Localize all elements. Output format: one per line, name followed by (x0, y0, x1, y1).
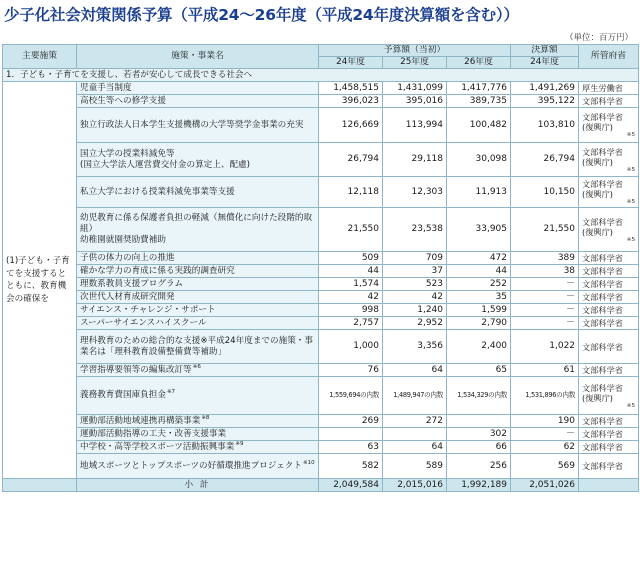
amount-s24: － (511, 428, 579, 441)
ministry-name: 文部科学省 (582, 146, 623, 157)
amount-b24: 12,118 (319, 177, 383, 208)
ministry-cell (579, 441, 639, 454)
ministry-cell (579, 278, 639, 291)
table-row (3, 82, 639, 95)
measure-cell (77, 441, 319, 454)
amount-s24: － (511, 304, 579, 317)
table-row (3, 143, 639, 177)
ministry-cell (579, 317, 639, 330)
amount-b26: 11,913 (447, 177, 511, 208)
measure-cell (77, 265, 319, 278)
ministry-cell (579, 291, 639, 304)
amount-b24: 1,458,515 (319, 82, 383, 95)
amount-b24: 63 (319, 441, 383, 454)
measure-name: 理科教育のための総合的な支援※平成24年度までの施策・事業名は「理科教育設備整備費等補助」 (80, 335, 313, 357)
amount-b25: 42 (383, 291, 447, 304)
amount-b24: 998 (319, 304, 383, 317)
measure-name: 学習指導要領等の編集改訂等 (80, 364, 192, 375)
ministry-footnote: ※5 (626, 236, 636, 243)
header-policy: 主要施策 (3, 45, 77, 69)
amount-s24: － (511, 278, 579, 291)
ministry-name: 文部科学省 (582, 365, 623, 375)
amount-b25: 3,356 (383, 330, 447, 364)
amount-s24: 1,491,269 (511, 82, 579, 95)
amount-b25: 37 (383, 265, 447, 278)
amount-b24: 1,559,694の内数 (319, 377, 383, 415)
ministry-name: 文部科学省 (582, 429, 623, 439)
ministry-cell (579, 377, 639, 415)
ministry-name: 文部科学省 (582, 266, 623, 276)
subtotal-s24: 2,051,026 (511, 479, 579, 492)
ministry-cell (579, 454, 639, 479)
footnote-marker: ※7 (166, 389, 176, 396)
amount-b24: 76 (319, 364, 383, 377)
ministry-cell (579, 177, 639, 208)
ministry-cell (579, 415, 639, 428)
footnote-marker: ※6 (192, 363, 201, 370)
amount-b25: 1,431,099 (383, 82, 447, 95)
amount-b24: 1,574 (319, 278, 383, 291)
amount-s24: － (511, 291, 579, 304)
ministry-name: 文部科学省 (582, 305, 623, 315)
footnote-marker: ※8 (201, 414, 210, 421)
header-settlement-24: 24年度 (511, 57, 579, 69)
amount-s24: 21,550 (511, 208, 579, 252)
amount-b26: 30,098 (447, 143, 511, 177)
amount-b26: 2,790 (447, 317, 511, 330)
measure-cell (77, 428, 319, 441)
measure-name: 運動部活動地域連携再構築事業 (80, 415, 201, 426)
measure-cell (77, 208, 319, 252)
amount-b24: 42 (319, 291, 383, 304)
ministry-name: (復興庁) (582, 226, 613, 237)
measure-cell (77, 95, 319, 108)
measure-name: サイエンス・チャレンジ・サポート (80, 304, 216, 315)
unit-label: （単位：百万円） (564, 33, 633, 43)
header-budget-24: 24年度 (319, 57, 383, 69)
section-title: 1．子ども・子育てを支援し、若者が安心して成長できる社会へ (3, 69, 639, 82)
measure-cell (77, 364, 319, 377)
subtotal-b26: 1,992,189 (447, 479, 511, 492)
measure-name: 幼児教育に係る保護者負担の軽減（無償化に向けた段階的取組） 幼稚園就園奨励費補助 (80, 213, 313, 245)
ministry-name: (復興庁) (582, 156, 613, 167)
amount-b26: 472 (447, 252, 511, 265)
ministry-name: (復興庁) (582, 122, 613, 132)
table-row (3, 304, 639, 317)
table-row (3, 208, 639, 252)
measure-cell (77, 304, 319, 317)
measure-name: 児童手当制度 (80, 82, 132, 93)
amount-s24: 62 (511, 441, 579, 454)
table-row (3, 108, 639, 143)
ministry-name: 文部科学省 (582, 341, 623, 352)
header-ministry: 所管府省 (579, 45, 639, 69)
section-row (3, 69, 639, 82)
ministry-cell (579, 304, 639, 317)
amount-b26: 35 (447, 291, 511, 304)
amount-b24: 396,023 (319, 95, 383, 108)
amount-b24: 1,000 (319, 330, 383, 364)
table-row (3, 177, 639, 208)
header-measure: 施策・事業名 (77, 45, 319, 69)
amount-b24: 269 (319, 415, 383, 428)
ministry-footnote: ※5 (626, 199, 636, 205)
measure-cell (77, 278, 319, 291)
ministry-footnote: ※5 (626, 402, 636, 409)
amount-b25 (383, 428, 447, 441)
amount-s24: 1,022 (511, 330, 579, 364)
amount-b26: 389,735 (447, 95, 511, 108)
amount-s24: 26,794 (511, 143, 579, 177)
ministry-name: 文部科学省 (582, 442, 623, 452)
measure-cell (77, 330, 319, 364)
amount-s24: 10,150 (511, 177, 579, 208)
subtotal-ministry-blank (579, 479, 639, 492)
measure-cell (77, 143, 319, 177)
measure-name: 運動部活動指導の工夫・改善支援事業 (80, 428, 227, 439)
table-row (3, 265, 639, 278)
amount-b24: 21,550 (319, 208, 383, 252)
table-row (3, 377, 639, 415)
amount-s24: 395,122 (511, 95, 579, 108)
measure-cell (77, 252, 319, 265)
amount-b26: 100,482 (447, 108, 511, 143)
amount-b26: 302 (447, 428, 511, 441)
ministry-name: 文部科学省 (582, 318, 623, 328)
amount-s24: 190 (511, 415, 579, 428)
table-row (3, 454, 639, 479)
amount-b26: 44 (447, 265, 511, 278)
table-row (3, 252, 639, 265)
header-budget-26: 26年度 (447, 57, 511, 69)
subtotal-row (3, 479, 639, 492)
measure-name: 次世代人材育成研究開発 (80, 291, 175, 302)
amount-b26: 65 (447, 364, 511, 377)
ministry-cell (579, 95, 639, 108)
amount-b25: 113,994 (383, 108, 447, 143)
subtotal-blank (3, 479, 77, 492)
ministry-name: 文部科学省 (582, 382, 623, 393)
amount-b26: 2,400 (447, 330, 511, 364)
header-settlement-group: 決算額 (511, 45, 579, 57)
amount-s24: 1,531,896の内数 (511, 377, 579, 415)
measure-name: 国立大学の授業料減免等 (国立大学法人運営費交付金の算定上、配慮) (80, 148, 250, 170)
amount-b25: 395,016 (383, 95, 447, 108)
ministry-name: (復興庁) (582, 189, 613, 199)
table-row (3, 95, 639, 108)
amount-b25: 1,489,947の内数 (383, 377, 447, 415)
table-row (3, 415, 639, 428)
header-row-top (3, 45, 639, 57)
subtotal-b25: 2,015,016 (383, 479, 447, 492)
amount-b25: 12,303 (383, 177, 447, 208)
amount-s24: 103,810 (511, 108, 579, 143)
amount-s24: 61 (511, 364, 579, 377)
ministry-name: 文部科学省 (582, 96, 623, 106)
measure-cell (77, 291, 319, 304)
amount-s24: 389 (511, 252, 579, 265)
header-budget-group: 予算額（当初） (319, 45, 511, 57)
ministry-cell (579, 108, 639, 143)
amount-b25: 589 (383, 454, 447, 479)
ministry-name: 文部科学省 (582, 292, 623, 302)
measure-name: 私立大学における授業料減免事業等支援 (80, 186, 235, 197)
ministry-name: 文部科学省 (582, 112, 623, 122)
ministry-cell (579, 143, 639, 177)
budget-table (2, 44, 639, 492)
ministry-cell (579, 208, 639, 252)
ministry-name: 文部科学省 (582, 461, 623, 471)
measure-cell (77, 454, 319, 479)
subtotal-label: 小 計 (77, 479, 319, 492)
amount-b24: 2,757 (319, 317, 383, 330)
table-row (3, 364, 639, 377)
measure-name: 理数系教員支援プログラム (80, 278, 184, 289)
table-row (3, 441, 639, 454)
measure-cell (77, 82, 319, 95)
measure-name: 高校生等への修学支援 (80, 95, 166, 106)
table-body (3, 69, 639, 492)
amount-b24: 126,669 (319, 108, 383, 143)
measure-name: スーパーサイエンスハイスクール (80, 317, 207, 328)
amount-b25: 64 (383, 441, 447, 454)
table-row (3, 291, 639, 304)
page-title: 少子化社会対策関係予算（平成24～26年度（平成24年度決算額を含む）） (4, 6, 519, 24)
amount-b26: 256 (447, 454, 511, 479)
amount-b24: 509 (319, 252, 383, 265)
table-row (3, 428, 639, 441)
table-row (3, 317, 639, 330)
ministry-cell (579, 265, 639, 278)
ministry-name: 厚生労働省 (582, 83, 623, 93)
ministry-name: (復興庁) (582, 392, 613, 403)
table-row (3, 330, 639, 364)
amount-b26: 252 (447, 278, 511, 291)
amount-b26: 1,534,329の内数 (447, 377, 511, 415)
measure-cell (77, 177, 319, 208)
table-row (3, 278, 639, 291)
measure-cell (77, 317, 319, 330)
ministry-name: 文部科学省 (582, 279, 623, 289)
ministry-footnote: ※5 (626, 132, 636, 138)
measure-name: 独立行政法人日本学生支援機構の大学等奨学金事業の充実 (80, 119, 304, 130)
amount-b26: 33,905 (447, 208, 511, 252)
amount-b25: 29,118 (383, 143, 447, 177)
ministry-cell (579, 364, 639, 377)
amount-s24: － (511, 317, 579, 330)
amount-b26 (447, 415, 511, 428)
ministry-cell (579, 252, 639, 265)
amount-b24: 26,794 (319, 143, 383, 177)
header-budget-25: 25年度 (383, 57, 447, 69)
amount-b26: 66 (447, 441, 511, 454)
policy-cell: (1)子ども・子育てを支援するとともに、教育機会の確保を (3, 82, 77, 479)
footnote-marker: ※10 (302, 459, 315, 466)
ministry-name: 文部科学省 (582, 179, 623, 189)
ministry-footnote: ※5 (626, 166, 636, 173)
measure-cell (77, 108, 319, 143)
amount-b25: 1,240 (383, 304, 447, 317)
amount-b25: 23,538 (383, 208, 447, 252)
amount-b26: 1,417,776 (447, 82, 511, 95)
amount-s24: 38 (511, 265, 579, 278)
measure-name: 確かな学力の育成に係る実践的調査研究 (80, 265, 235, 276)
amount-b25: 2,952 (383, 317, 447, 330)
measure-cell (77, 377, 319, 415)
amount-b26: 1,599 (447, 304, 511, 317)
measure-name: 子供の体力の向上の推進 (80, 252, 175, 263)
amount-b24 (319, 428, 383, 441)
amount-b24: 44 (319, 265, 383, 278)
ministry-cell (579, 428, 639, 441)
amount-s24: 569 (511, 454, 579, 479)
amount-b25: 523 (383, 278, 447, 291)
ministry-cell (579, 330, 639, 364)
subtotal-b24: 2,049,584 (319, 479, 383, 492)
amount-b25: 272 (383, 415, 447, 428)
ministry-name: 文部科学省 (582, 253, 623, 263)
amount-b24: 582 (319, 454, 383, 479)
amount-b25: 709 (383, 252, 447, 265)
measure-name: 中学校・高等学校スポーツ活動振興事業 (80, 441, 235, 452)
footnote-marker: ※9 (235, 440, 244, 447)
ministry-name: 文部科学省 (582, 216, 623, 227)
ministry-cell (579, 82, 639, 95)
measure-cell (77, 415, 319, 428)
amount-b25: 64 (383, 364, 447, 377)
measure-name: 義務教育費国庫負担金 (80, 390, 166, 400)
measure-name: 地域スポーツとトップスポーツの好循環推進プロジェクト (80, 460, 302, 471)
ministry-name: 文部科学省 (582, 416, 623, 426)
